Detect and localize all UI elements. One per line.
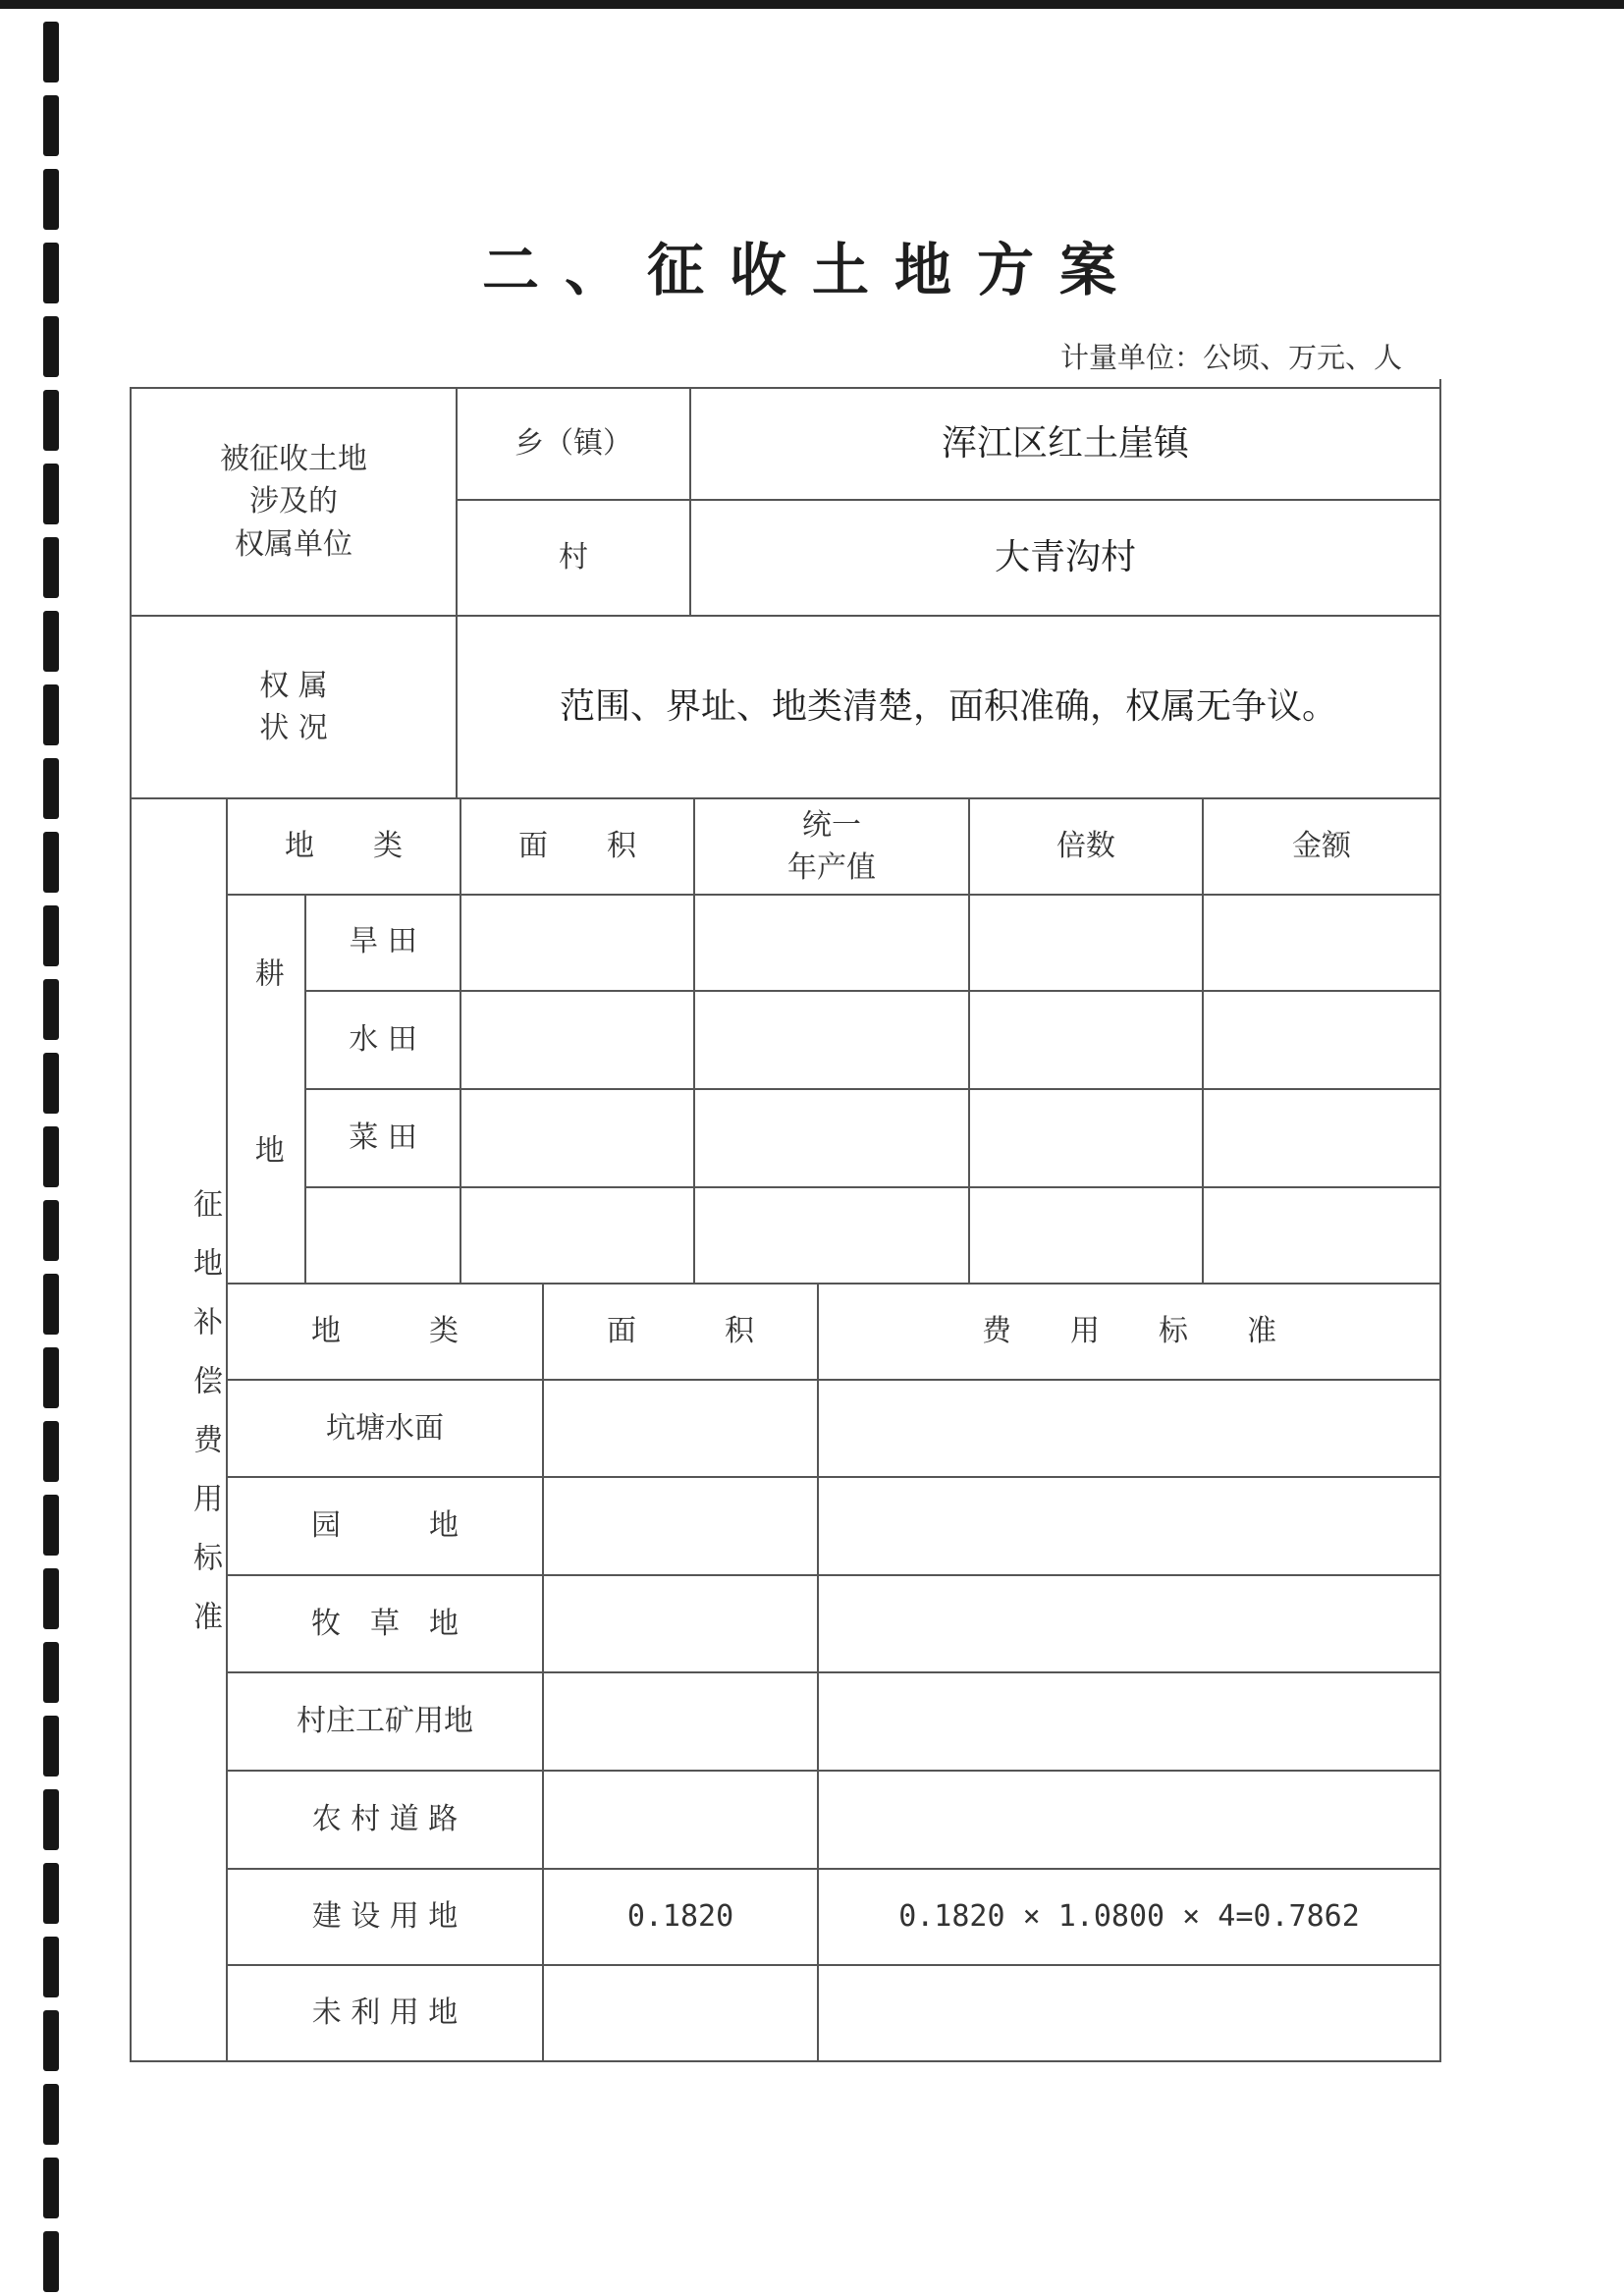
other-row-type: 牧 草 地 [311, 1606, 459, 1641]
other-row-type: 农 村 道 路 [311, 1802, 459, 1837]
ownership-unit-label: 被征收土地 涉及的 权属单位 [220, 441, 367, 562]
other-row-type: 坑塘水面 [326, 1410, 444, 1446]
farmland-header-amount: 金额 [1292, 829, 1351, 864]
farmland-header-unified-value: 统一 年产值 [787, 807, 876, 885]
farmland-row-type: 水 田 [349, 1022, 417, 1058]
unit-note: 计量单位：公顷、万元、人 [1060, 341, 1403, 374]
ownership-status-value: 范围、界址、地类清楚，面积准确，权属无争议。 [559, 685, 1337, 727]
farmland-header-land-type: 地 类 [285, 829, 403, 864]
farmland-group-label: 耕 地 [248, 957, 284, 1223]
farmland-row-type [306, 1188, 460, 1283]
township-label: 乡（镇） [514, 426, 632, 462]
compensation-section-label: 征地补偿费用标准 [188, 1188, 222, 1660]
other-row-type: 未 利 用 地 [311, 1995, 459, 2031]
farmland-header-area: 面 积 [518, 829, 636, 864]
other-header-fee-standard: 费 用 标 准 [982, 1314, 1276, 1349]
page-title: 二、征收土地方案 [481, 237, 1142, 303]
village-label: 村 [559, 540, 588, 575]
other-header-area: 面 积 [607, 1314, 754, 1349]
farmland-header-multiplier: 倍数 [1056, 829, 1115, 864]
construction-land-fee: 0.1820 × 1.0800 × 4=0.7862 [898, 1899, 1360, 1935]
village-value: 大青沟村 [994, 536, 1136, 577]
farmland-row-type: 旱 田 [349, 924, 417, 959]
township-value: 浑江区红土崖镇 [941, 422, 1189, 464]
ownership-status-label: 权 属 状 况 [259, 668, 328, 745]
other-header-land-type: 地 类 [311, 1314, 459, 1349]
other-row-type: 园 地 [311, 1508, 459, 1544]
farmland-row-type: 菜 田 [349, 1121, 417, 1156]
other-row-type: 建 设 用 地 [311, 1899, 459, 1935]
other-row-type: 村庄工矿用地 [297, 1704, 473, 1739]
construction-land-area: 0.1820 [626, 1899, 734, 1935]
